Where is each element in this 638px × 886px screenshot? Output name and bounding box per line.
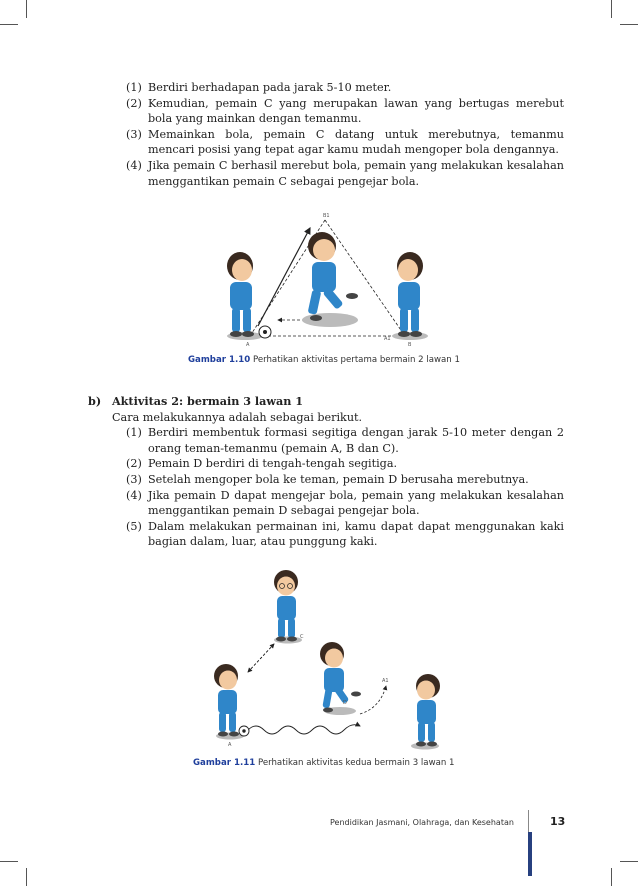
crop-mark	[611, 0, 612, 18]
list-item: (3) Memainkan bola, pemain C datang untuk merebutnya, temanmu mencari posisi yang tepat agar kamu mudah mengoper bola dengannya.	[126, 127, 564, 157]
crop-mark	[0, 861, 18, 862]
player-c-figure	[308, 232, 358, 321]
player-a-figure	[227, 252, 254, 337]
book-title: Pendidikan Jasmani, Olahraga, dan Kesehatan	[330, 818, 514, 827]
figure-label: Gambar 1.10	[188, 355, 251, 365]
footer-divider	[528, 810, 529, 832]
player-a-figure	[214, 664, 239, 737]
figure-caption	[188, 355, 460, 365]
list-item: (3) Setelah mengoper bola ke teman, pemain D berusaha merebutnya.	[126, 472, 529, 486]
label-a: A	[246, 342, 250, 348]
list-item: (2) Pemain D berdiri di tengah-tengah segitiga.	[126, 457, 398, 471]
figure-caption-text: Perhatikan aktivitas pertama bermain 2 lawan 1	[252, 355, 460, 365]
figure-caption	[193, 758, 455, 768]
figure-caption-text: Perhatikan aktivitas kedua bermain 3 lawan 1	[257, 758, 455, 768]
list-item: (1) Berdiri berhadapan pada jarak 5-10 meter.	[126, 81, 392, 94]
player-d-figure	[320, 642, 361, 713]
list-item: (1) Berdiri membentuk formasi segitiga dengan jarak 5-10 meter dengan 2 orang teman-temanmu (pemain A, B dan C).	[126, 426, 564, 455]
figure-3-vs-1-illustration	[200, 568, 450, 754]
label-d: D	[343, 700, 347, 706]
footer-accent-bar	[528, 832, 532, 876]
figure-label: Gambar 1.11	[193, 758, 256, 768]
section-heading: b) Aktivitas 2: bermain 3 lawan 1	[88, 394, 304, 408]
crop-mark	[26, 0, 27, 18]
list-item: (4) Jika pemain C berhasil merebut bola, pemain yang melakukan kesalahan menggantikan pemain C sebagai pengejar bola.	[126, 158, 564, 188]
activity1-steps	[112, 80, 564, 189]
label-a1: A1	[382, 678, 389, 684]
crop-mark	[611, 868, 612, 886]
list-item: (5) Dalam melakukan permainan ini, kamu dapat dapat menggunakan kaki bagian dalam, luar, atau punggung kaki.	[126, 519, 564, 549]
figure-2-vs-1-illustration	[210, 208, 440, 350]
page-number: 13	[550, 815, 566, 828]
label-b: B	[408, 342, 412, 348]
label-b1: B1	[323, 213, 330, 219]
activity2-section	[88, 394, 564, 550]
list-item: (4) Jika pemain D dapat mengejar bola, pemain yang melakukan kesalahan menggantikan pemain D sebagai pengejar bola.	[126, 488, 564, 518]
player-b-figure	[416, 674, 440, 747]
crop-mark	[0, 24, 18, 25]
label-c: C	[300, 634, 304, 640]
crop-mark	[26, 868, 27, 886]
label-a: A	[228, 742, 232, 748]
label-a1: A1	[384, 336, 391, 342]
crop-mark	[620, 861, 638, 862]
player-b-figure	[397, 252, 423, 337]
list-item: (2) Kemudian, pemain C yang merupakan lawan yang bertugas merebut bola yang mainkan dengan temanmu.	[126, 96, 564, 126]
player-c-figure	[274, 570, 298, 642]
crop-mark	[620, 24, 638, 25]
section-intro: Cara melakukannya adalah sebagai berikut.	[112, 410, 363, 424]
